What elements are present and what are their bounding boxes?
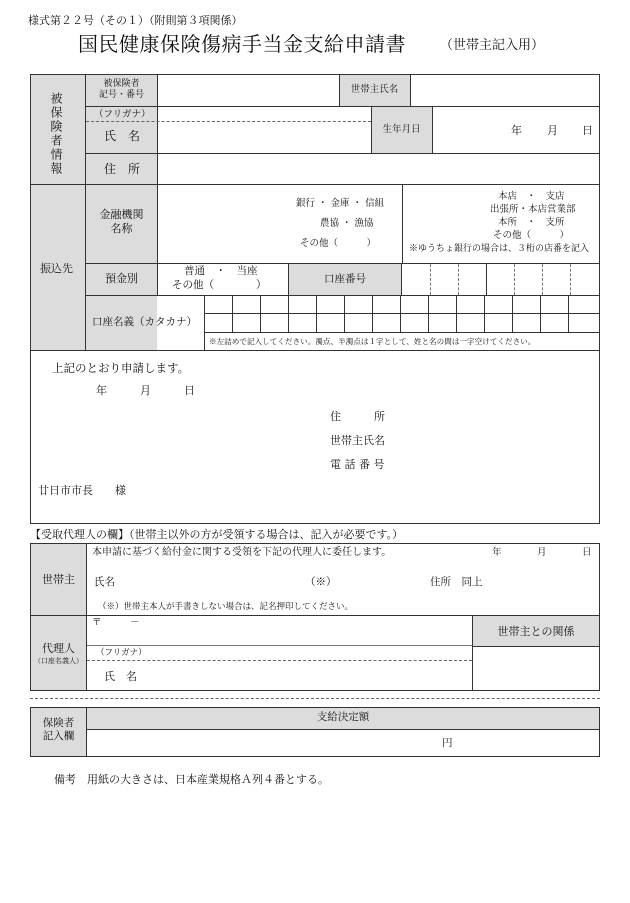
- insured-section-label: 被保険者情報: [49, 92, 63, 176]
- mayor-addressee: 廿日市市長 様: [38, 484, 126, 497]
- branch-1: 本店 ・ 支店: [498, 191, 565, 202]
- agent-label: 代理人: [42, 642, 75, 655]
- proxy-date-day: 日: [582, 547, 592, 558]
- deposit-options-1[interactable]: 普通 ・ 当座: [184, 265, 258, 277]
- seal-note: （※）世帯主本人が手書きしない場合は、記名押印してください。: [98, 602, 354, 612]
- dob-label: 生年月日: [382, 124, 421, 135]
- proxy-date-year: 年: [492, 547, 502, 558]
- inst-types-1: 銀行 ・ 金庫 ・ 信組: [296, 198, 385, 209]
- form-title: 国民健康保険傷病手当金支給申請書: [78, 32, 406, 56]
- holder-note: ※左詰めで記入してください。濁点、半濁点は１字として、姓と名の間は一字空けてください。: [209, 337, 536, 346]
- agent-sub-label: （口座名義人）: [34, 657, 83, 665]
- yucho-note: ※ゆうちょ銀行の場合は、３桁の店番を記入: [409, 244, 590, 254]
- head-name-field[interactable]: [411, 75, 600, 106]
- branch-2: 出張所・本店営業部: [490, 204, 576, 215]
- proxy-address-same: 住所 同上: [430, 576, 483, 588]
- branch-4: その他（ ）: [493, 230, 570, 241]
- relation-label: 世帯主との関係: [497, 625, 575, 638]
- apply-date[interactable]: 年 月 日: [96, 384, 195, 397]
- address-label: 住 所: [104, 162, 141, 176]
- apply-statement: 上記のとおり申請します。: [52, 361, 190, 375]
- inst-types-3: その他（ ）: [300, 238, 377, 249]
- insurer-label: 保険者 記入欄: [42, 717, 75, 743]
- form-number: 様式第２２号（その１）（附則第３項関係）: [28, 14, 243, 27]
- amount-label: 支給決定額: [316, 711, 370, 723]
- delegation-text: 本申請に基づく給付金に関する受領を下記の代理人に委任します。: [92, 547, 392, 558]
- head-name-label: 世帯主氏名: [350, 84, 399, 95]
- deposit-label: 預金別: [105, 272, 138, 285]
- furigana-label: （フリガナ）: [94, 109, 151, 120]
- apply-address-label: 住 所: [330, 410, 385, 423]
- account-number-field[interactable]: [402, 264, 600, 295]
- apply-phone-label: 電 話 番 号: [330, 458, 385, 471]
- holder-label: 口座名義（カタカナ）: [92, 316, 197, 328]
- deposit-options-2[interactable]: その他（ ）: [172, 279, 267, 291]
- inst-label: 金融機関 名称: [99, 208, 144, 235]
- dob-month: 月: [547, 124, 558, 137]
- agent-name-label: 氏 名: [104, 670, 137, 683]
- yen-unit: 円: [442, 737, 453, 749]
- cut-line: [30, 698, 600, 699]
- remark-note: 備考 用紙の大きさは、日本産業規格Ａ列４番とする。: [54, 773, 329, 786]
- postal-code[interactable]: 〒 －: [92, 617, 140, 628]
- account-no-label: 口座番号: [324, 273, 366, 285]
- apply-head-name-label: 世帯主氏名: [330, 434, 385, 447]
- dob-day: 日: [582, 124, 593, 137]
- proxy-heading: 【受取代理人の欄】（世帯主以外の方が受領する場合は、記入が必要です。）: [30, 528, 404, 541]
- agent-furigana-label: （フリガナ）: [96, 648, 147, 658]
- proxy-asterisk: （※）: [305, 576, 337, 588]
- proxy-name-label: 氏名: [94, 576, 115, 588]
- agent-name-field[interactable]: [150, 661, 470, 689]
- bank-section-label: 振込先: [40, 262, 73, 275]
- name-field[interactable]: [158, 107, 370, 153]
- form-subtitle: （世帯主記入用）: [440, 38, 545, 53]
- insured-number-field[interactable]: [158, 75, 338, 106]
- name-label: 氏 名: [104, 129, 141, 143]
- address-field[interactable]: [158, 154, 600, 184]
- dob-year: 年: [511, 124, 522, 137]
- insured-number-label: 被保険者 記号・番号: [98, 79, 144, 101]
- inst-types-2: 農協 ・ 漁協: [320, 218, 374, 229]
- proxy-date-month: 月: [537, 547, 547, 558]
- proxy-head-label: 世帯主: [42, 573, 75, 586]
- branch-3: 本所 ・ 支所: [498, 217, 565, 228]
- holder-katakana-field[interactable]: [205, 296, 600, 332]
